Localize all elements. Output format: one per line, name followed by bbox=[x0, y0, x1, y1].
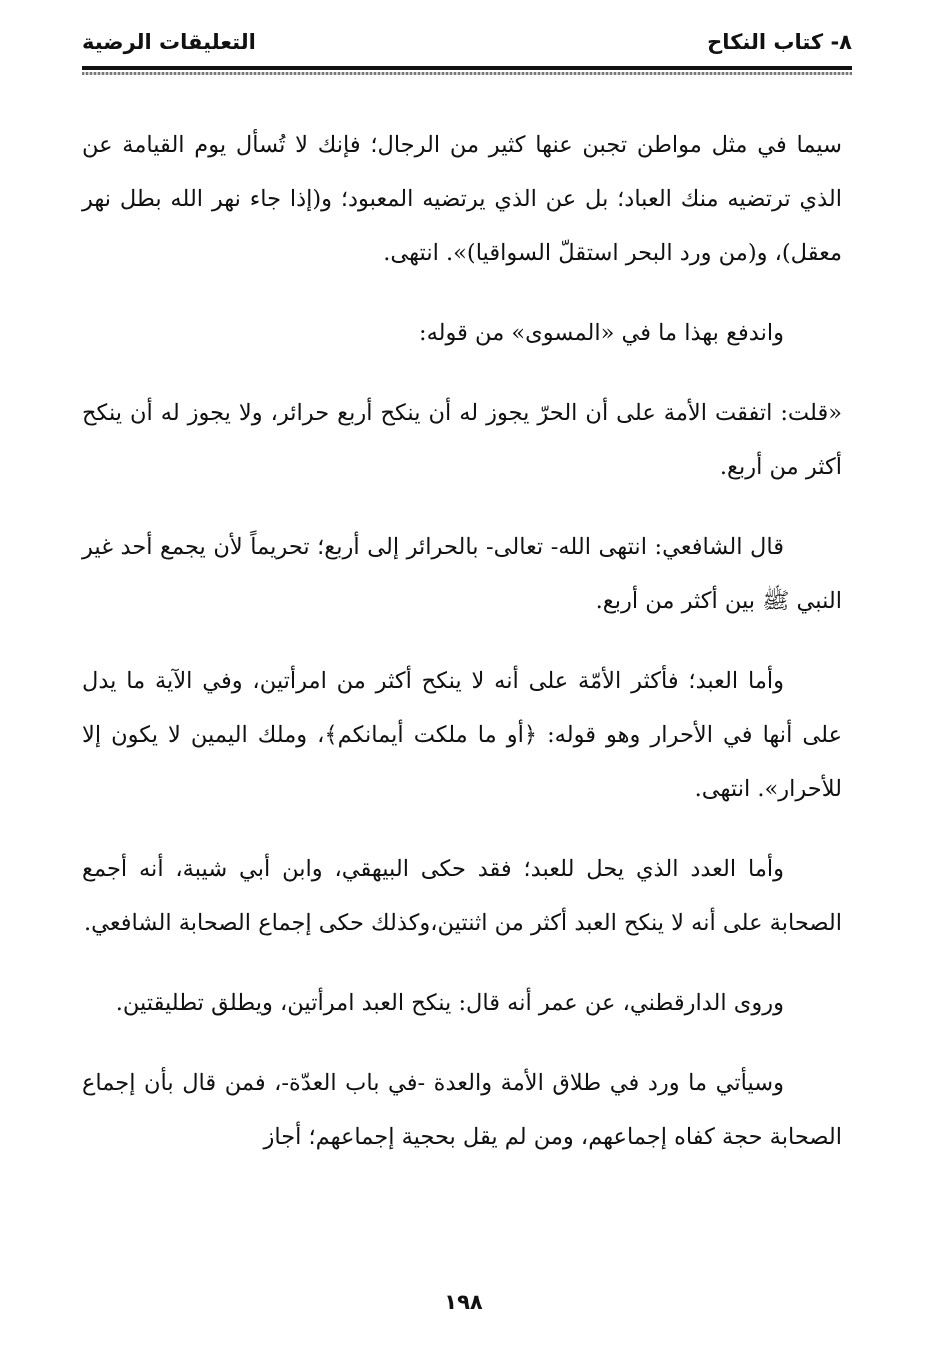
body-text bbox=[82, 118, 842, 1190]
running-header bbox=[82, 30, 852, 64]
paragraph-1: سيما في مثل مواطن تجبن عنها كثير من الرجال؛ فإنك لا تُسأل يوم القيامة عن الذي ترتضيه منك العباد؛ بل عن الذي يرتضيه المعبود؛ و(إذا جاء نهر الله بطل نهر معقل)، و(من ورد البحر استقلّ السواقيا)». انتهى. bbox=[82, 132, 842, 266]
book-title: التعليقات الرضية bbox=[82, 30, 256, 54]
header-rule-thick bbox=[82, 66, 852, 70]
page-number: ١٩٨ bbox=[444, 1290, 483, 1314]
paragraph-4: قال الشافعي: انتهى الله- تعالى- بالحرائر إلى أربع؛ تحريماً لأن يجمع أحد غير النبي ﷺ بين أكثر من أربع. bbox=[82, 534, 842, 614]
paragraph-6: وأما العدد الذي يحل للعبد؛ فقد حكى البيهقي، وابن أبي شيبة، أنه أجمع الصحابة على أنه لا ينكح العبد أكثر من اثنتين،وكذلك حكى إجماع الصحابة الشافعي. bbox=[82, 856, 842, 936]
paragraph-3: «قلت: اتفقت الأمة على أن الحرّ يجوز له أن ينكح أربع حرائر، ولا يجوز له أن ينكح أكثر من أربع. bbox=[82, 400, 842, 480]
paragraph-7: وروى الدارقطني، عن عمر أنه قال: ينكح العبد امرأتين، ويطلق تطليقتين. bbox=[115, 990, 784, 1016]
chapter-title: ٨- كتاب النكاح bbox=[707, 30, 852, 54]
header-rule-thin bbox=[82, 72, 852, 75]
paragraph-5: وأما العبد؛ فأكثر الأمّة على أنه لا ينكح أكثر من امرأتين، وفي الآية ما يدل على أنها في الأحرار وهو قوله: ﴿أو ما ملكت أيمانكم﴾، وملك اليمين لا يكون إلا للأحرار». انتهى. bbox=[82, 668, 842, 802]
paragraph-2: واندفع بهذا ما في «المسوى» من قوله: bbox=[419, 320, 784, 346]
paragraph-8: وسيأتي ما ورد في طلاق الأمة والعدة -في باب العدّة-، فمن قال بأن إجماع الصحابة حجة كفاه إجماعهم، ومن لم يقل بحجية إجماعهم؛ أجاز bbox=[82, 1070, 842, 1150]
